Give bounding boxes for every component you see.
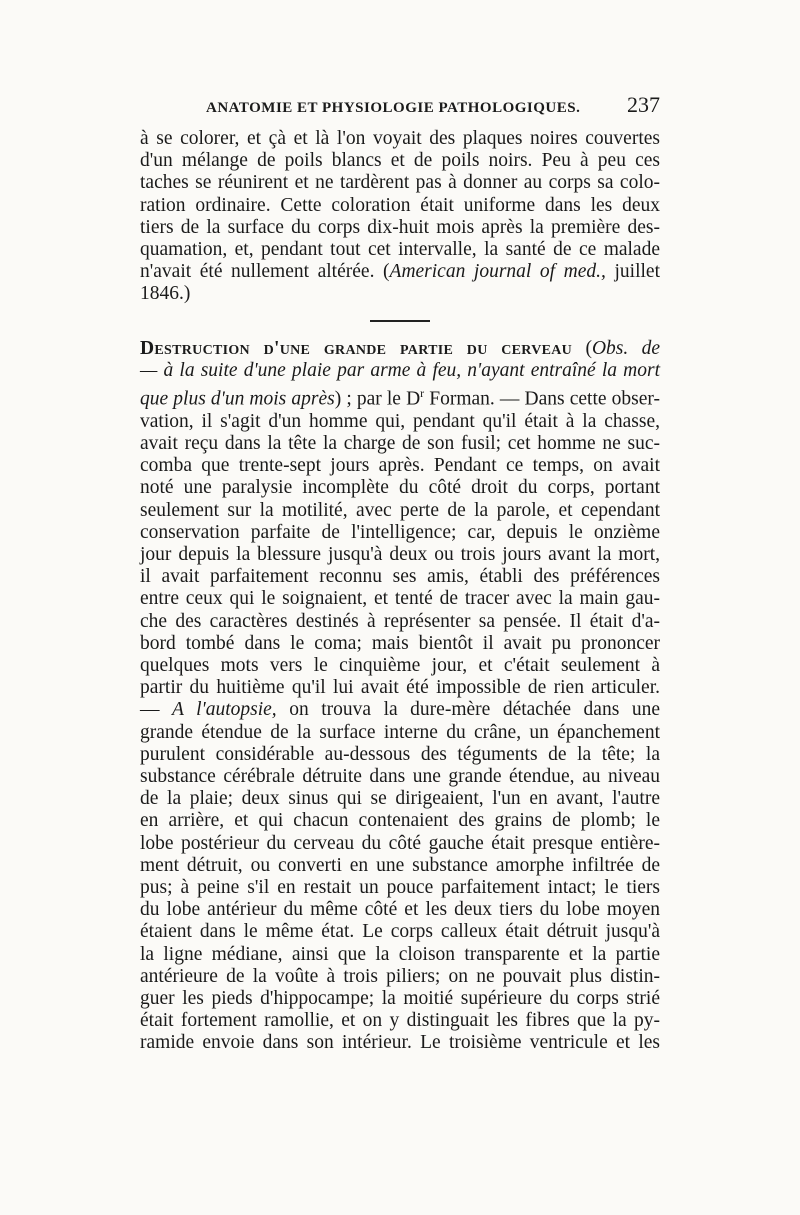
text-line: ment détruit, ou converti en une substance amorphe infiltrée de xyxy=(140,854,660,876)
text-line: comba que trente-sept jours après. Pendant ce temps, on avait xyxy=(140,455,660,477)
text-line: bord tombé dans le coma; mais bientôt il avait pu prononcer xyxy=(140,632,660,654)
text-line: seulement sur la motilité, avec perte de la parole, et cependant xyxy=(140,499,660,521)
author-line xyxy=(140,382,660,411)
autopsy-label: A l'autopsie, xyxy=(172,699,277,721)
author-rest: Forman. — Dans cette obser- xyxy=(424,388,660,410)
running-head: ANATOMIE ET PHYSIOLOGIE PATHOLOGIQUES. xyxy=(206,100,581,116)
obs-label: Obs. de xyxy=(591,337,661,359)
text-line: 1846.) xyxy=(140,283,191,305)
title-paren: ( xyxy=(572,337,592,359)
text-line: pus; à peine s'il en restait un pouce parfaitement intact; le tiers xyxy=(140,877,660,898)
text-line: entre ceux qui le soignaient, et tenté de tracer avec la main gau- xyxy=(140,588,660,610)
text-line: était fortement ramollie, et on y distinguait les fibres que la py- xyxy=(140,1010,660,1032)
text-line: vation, il s'agit d'un homme qui, pendant qu'il était à la chasse, xyxy=(140,410,660,432)
text-line: lobe postérieur du cerveau du côté gauche était presque entière- xyxy=(140,832,660,854)
text-line: de la plaie; deux sinus qui se dirigeaient, l'un en avant, l'autre xyxy=(140,788,660,810)
autopsy-text: on trouva la dure-mère détachée dans une xyxy=(276,699,660,721)
text-line: grande étendue de la surface interne du crâne, un épanchement xyxy=(140,721,660,743)
autopsy-dash: — xyxy=(140,699,173,721)
text-line: il avait parfaitement reconnu ses amis, établi des préférences xyxy=(140,566,660,588)
citation-date: juillet xyxy=(605,261,660,283)
text-line: guer les pieds d'hippocampe; la moitié supérieure du corps strié xyxy=(140,988,660,1010)
section-title-line xyxy=(140,338,660,360)
citation-journal: American journal of med., xyxy=(389,261,606,283)
text-line: jour depuis la blessure jusqu'à deux ou trois jours avant la mort, xyxy=(140,543,660,565)
text-line: ramide envoie dans son intérieur. Le troisième ventricule et les xyxy=(140,1032,660,1054)
text-line: ration ordinaire. Cette coloration était uniforme dans les deux xyxy=(140,194,660,216)
section-divider xyxy=(370,320,430,322)
text-line: à se colorer, et çà et là l'on voyait des plaques noires couvertes xyxy=(140,128,660,149)
text-line: purulent considérable au-dessous des téguments de la tête; la xyxy=(140,743,660,765)
text-line: du lobe antérieur du même côté et les deux tiers du lobe moyen xyxy=(140,899,660,921)
autopsy-line xyxy=(140,699,660,721)
text-line: conservation parfaite de l'intelligence; car, depuis le onzième xyxy=(140,521,660,543)
author-prefix: ) ; par le D xyxy=(334,388,421,410)
text-line: quamation, et, pendant tout cet intervalle, la santé de ce malade xyxy=(140,239,660,261)
paragraph-2 xyxy=(140,338,660,1055)
text-line: partir du huitième qu'il lui avait été impossible de rien articuler. xyxy=(140,677,660,699)
doctor-superscript: r xyxy=(420,386,425,401)
paragraph-1 xyxy=(140,128,660,306)
text-line: quelques mots vers le cinquième jour, et c'était seulement à xyxy=(140,654,660,676)
text-line: che des caractères destinés à représenter sa pensée. Il était d'a- xyxy=(140,610,660,632)
text-line: antérieure de la voûte à trois piliers; on ne pouvait plus distin- xyxy=(140,965,660,987)
text-line: la ligne médiane, ainsi que la cloison transparente et la partie xyxy=(140,943,660,965)
book-page xyxy=(140,92,660,1055)
page-header xyxy=(140,92,660,122)
page-number: 237 xyxy=(627,92,660,117)
text-fragment: n'avait été nullement altérée. xyxy=(140,261,375,283)
text-line: taches se réunirent et ne tardèrent pas à donner au corps sa colo- xyxy=(140,172,660,194)
text-line: en arrière, et qui chacun contenaient des grains de plomb; le xyxy=(140,810,660,832)
subtitle-end: que plus d'un mois après xyxy=(140,388,335,410)
text-line: noté une paralysie incomplète du côté droit du corps, portant xyxy=(140,477,660,499)
text-line: substance cérébrale détruite dans une grande étendue, au niveau xyxy=(140,765,660,787)
text-line-citation xyxy=(140,261,660,283)
text-line: étaient dans le même état. Le corps calleux était détruit jusqu'à xyxy=(140,921,660,943)
section-title: Destruction d'une grande partie du cerveau xyxy=(140,337,573,359)
text-line: d'un mélange de poils blancs et de poils noirs. Peu à peu ces xyxy=(140,150,660,172)
citation-paren: ( xyxy=(374,261,390,283)
text-line: avait reçu dans la tête la charge de son fusil; cet homme ne suc- xyxy=(140,432,660,454)
text-line: tiers de la surface du corps dix-huit mois après la première des- xyxy=(140,216,660,238)
subtitle-line: — à la suite d'une plaie par arme à feu, n'ayant entraîné la mort xyxy=(140,359,660,381)
